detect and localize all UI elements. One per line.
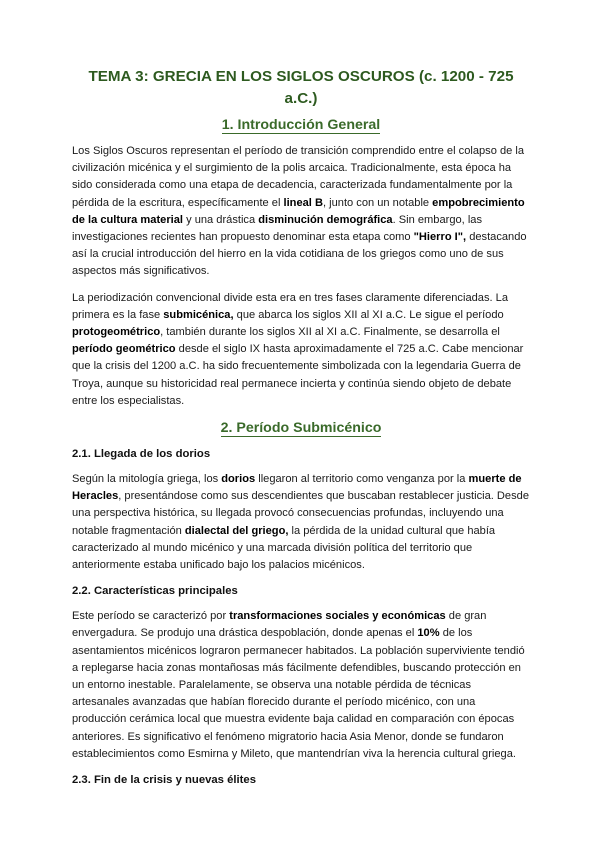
emphasis-text: 10% [417, 627, 440, 640]
subheading-caracteristicas: 2.2. Características principales [72, 585, 238, 598]
body-text: llegaron al territorio como venganza por la [255, 473, 469, 486]
section-heading-submicenico [72, 419, 530, 437]
section-heading-text: 2. Período Submicénico [220, 420, 382, 437]
emphasis-text: lineal B [283, 196, 323, 209]
body-text: de los asentamientos micénicos lograron permanecer habitados. La población superviviente tendió a replegarse hacia zonas montañosas más fácilmente defendibles, buscando protección en un entorno inestable. Paralelamente, se observa una notable pérdida de técnicas artesanales avanzadas que habían florecido durante el período micénico, con una producción cerámica local que muestra evidente baja calidad en comparación con épocas anteriores. Es significativo el fenómeno migratorio hacia Asia Menor, donde se fundaron establecimientos como Esmirna y Mileto, que mantendrían viva la herencia cultural griega. [72, 627, 525, 760]
body-text: Los Siglos Oscuros representan el período de transición comprendido entre el colapso de la civilización micénica y el surgimiento de la polis arcaica. Tradicionalmente, esta época ha sido considerada como una etapa de decadencia, caracterizada fundamentalmente por la pérdida de la escritura, específicamente el [72, 145, 525, 209]
body-text: La periodización convencional divide esta era en tres fases claramente diferenciadas. La primera es la fase [72, 291, 508, 321]
subheading-llegada-dorios: 2.1. Llegada de los dorios [72, 448, 211, 461]
section-heading-text: 1. Introducción General [221, 117, 381, 133]
body-text: . Sin embargo, las investigaciones recientes han propuesto denominar esta etapa como [72, 213, 483, 244]
body-text: Este período se caracterizó por [72, 610, 230, 623]
emphasis-text: muerte de Heracles [72, 473, 522, 503]
body-text: destacando así la crucial introducción del hierro en la vida cotidiana de los griegos como uno de sus aspectos más significativos. [72, 231, 527, 278]
emphasis-text: disminución demográfica [258, 213, 393, 226]
body-text: Según la mitología griega, los [72, 473, 222, 486]
body-text: de gran envergadura. Se produjo una drástica despoblación, donde apenas el [72, 610, 487, 640]
body-text: y una drástica [182, 213, 259, 226]
document-title: TEMA 3: GRECIA EN LOS SIGLOS OSCUROS (c. 1200 - 725 a.C.) [88, 68, 514, 107]
paragraph-llegada-dorios [72, 471, 530, 574]
emphasis-text: dorios [221, 473, 256, 486]
paragraph-intro-2 [72, 290, 530, 410]
emphasis-text: submicénica, [163, 308, 234, 321]
emphasis-text: transformaciones sociales y económicas [229, 610, 446, 623]
body-text: desde el siglo IX hasta aproximadamente el 725 a.C. Cabe mencionar que la crisis del 1200 a.C. ha sido frecuentemente simbolizada con la legendaria Guerra de Troya, aunque su historicidad real permanece incierta y continúa siendo objeto de debate entre los especialistas. [72, 343, 524, 407]
body-text: , también durante los siglos XII al XI a.C. Finalmente, se desarrolla el [160, 326, 500, 339]
emphasis-text: protogeométrico [72, 326, 161, 339]
body-text: , presentándose como sus descendientes que buscaban restablecer justicia. Desde una perspectiva histórica, su llegada provocó consecuencias profundas, incluyendo una notable fragmentación [72, 490, 529, 537]
body-text: , junto con un notable [322, 196, 433, 209]
subheading-fin-crisis: 2.3. Fin de la crisis y nuevas élites [72, 774, 256, 787]
emphasis-text: empobrecimiento de la cultura material [72, 196, 525, 226]
body-text: la pérdida de la unidad cultural que había caracterizado al mundo micénico y una marcada división política del territorio que anteriormente estaba unificado bajo los palacios micénicos. [72, 524, 496, 572]
emphasis-text: período geométrico [72, 343, 176, 356]
body-text: que abarca los siglos XII al XI a.C. Le sigue el período [233, 308, 504, 321]
paragraph-intro-1 [72, 143, 530, 281]
emphasis-text: dialectal del griego, [184, 524, 289, 537]
paragraph-caracteristicas [72, 608, 530, 763]
section-heading-introduccion [72, 116, 530, 134]
emphasis-text: "Hierro I", [413, 231, 467, 244]
